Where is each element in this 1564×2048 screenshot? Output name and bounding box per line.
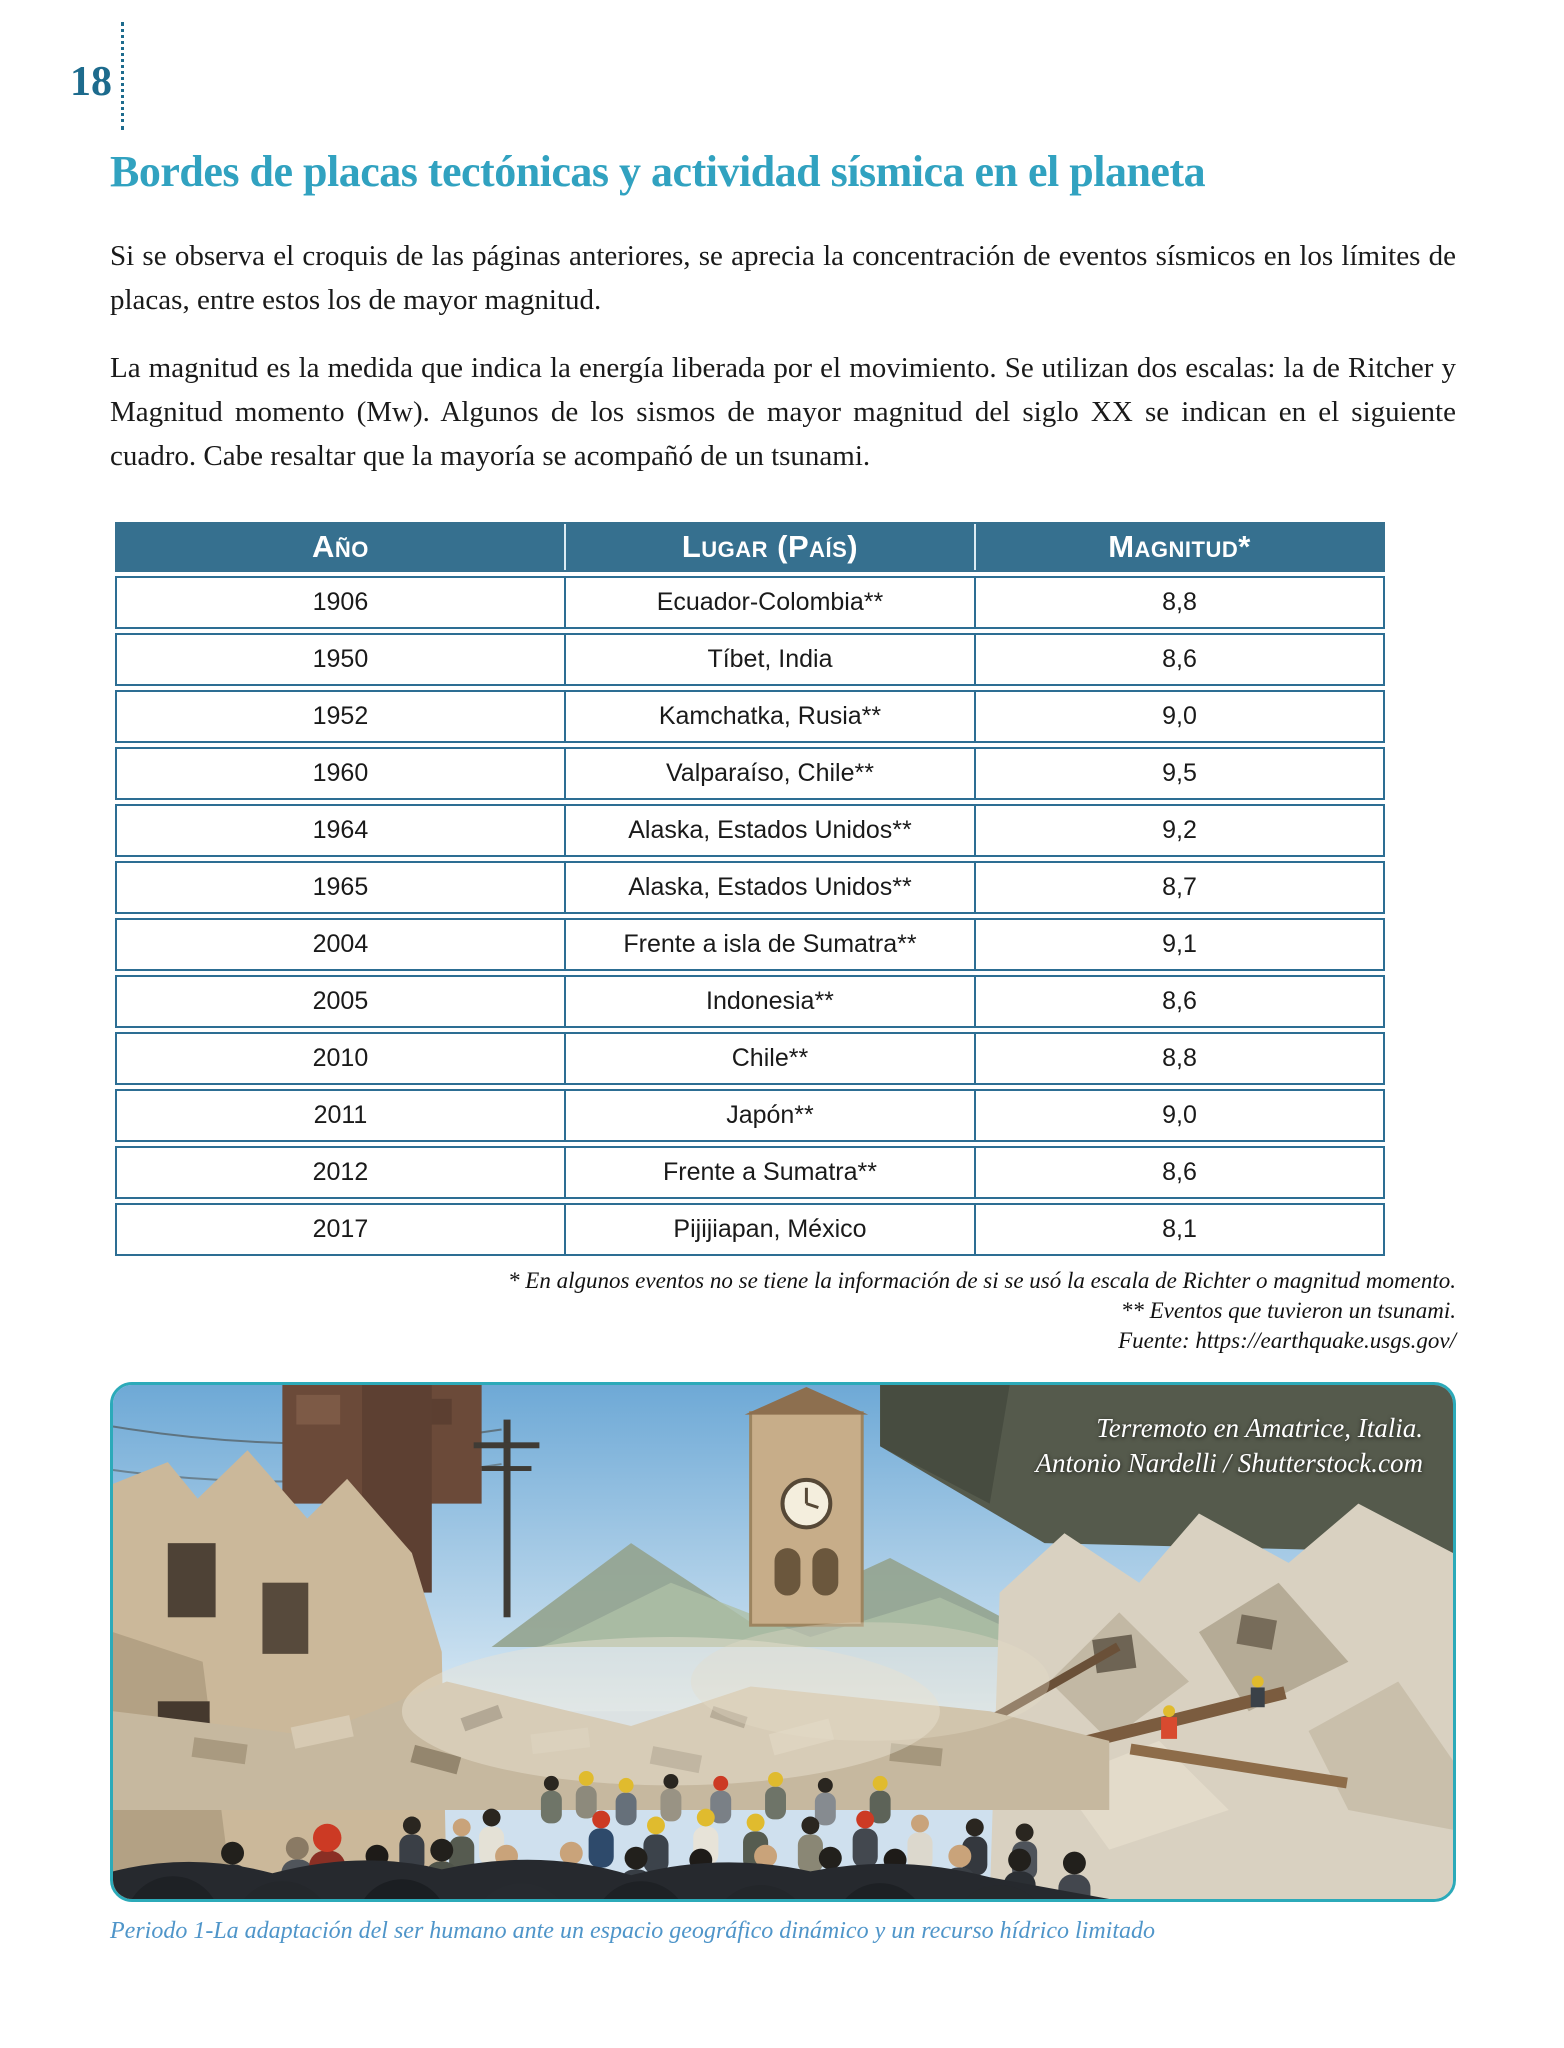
cell-place: Indonesia** <box>564 977 974 1026</box>
cell-magnitude: 8,6 <box>974 635 1383 684</box>
cell-year: 1906 <box>312 588 369 617</box>
page-footer-caption: Periodo 1-La adaptación del ser humano ante un espacio geográfico dinámico y un recurso hídrico limitado <box>110 1918 1155 1945</box>
cell-year: 2005 <box>312 987 369 1016</box>
page-title: Bordes de placas tectónicas y actividad sísmica en el planeta <box>110 147 1206 196</box>
cell-place: Alaska, Estados Unidos** <box>564 806 974 855</box>
cell-year: 1960 <box>312 759 369 788</box>
cell-magnitude: 8,6 <box>974 977 1383 1026</box>
table-row <box>115 1032 1385 1085</box>
table-row <box>115 1089 1385 1142</box>
photo-amatrice <box>110 1382 1456 1902</box>
cell-year: 1964 <box>312 816 369 845</box>
earthquake-table <box>115 522 1385 1256</box>
table-row <box>115 918 1385 971</box>
cell-year: 1965 <box>312 873 369 902</box>
cell-place: Valparaíso, Chile** <box>564 749 974 798</box>
cell-place: Tíbet, India <box>564 635 974 684</box>
table-row <box>115 576 1385 629</box>
cell-year: 2010 <box>312 1044 369 1073</box>
page-number: 18 <box>70 59 112 105</box>
footnote-scale: * En algunos eventos no se tiene la información de si se usó la escala de Richter o magnitud momento. <box>508 1268 1456 1294</box>
cell-place: Japón** <box>564 1091 974 1140</box>
table-row <box>115 975 1385 1028</box>
cell-magnitude: 9,2 <box>974 806 1383 855</box>
table-header-place: Lugar (País) <box>564 524 974 570</box>
table-row <box>115 747 1385 800</box>
cell-place: Ecuador-Colombia** <box>564 578 974 627</box>
table-row <box>115 633 1385 686</box>
cell-magnitude: 8,1 <box>974 1205 1383 1254</box>
cell-year: 2004 <box>312 930 369 959</box>
photo-caption-line-2: Antonio Nardelli / Shutterstock.com <box>1035 1448 1423 1479</box>
table-header-row <box>115 522 1385 572</box>
paragraph-magnitude: La magnitud es la medida que indica la energía liberada por el movimiento. Se utilizan dos escalas: la de Ritcher y Magnitud momento (Mw). Algunos de los sismos de mayor magnitud del siglo XX se indican en el siguiente cuadro. Cabe resaltar que la mayoría se acompañó de un tsunami. <box>110 352 1456 473</box>
photo-caption <box>1036 1411 1423 1481</box>
table-row <box>115 1146 1385 1199</box>
cell-year: 2012 <box>312 1158 369 1187</box>
table-row <box>115 861 1385 914</box>
footnote-tsunami: ** Eventos que tuvieron un tsunami. <box>1120 1298 1456 1324</box>
cell-place: Chile** <box>564 1034 974 1083</box>
cell-year: 1950 <box>312 645 369 674</box>
table-row <box>115 690 1385 743</box>
cell-magnitude: 8,7 <box>974 863 1383 912</box>
cell-place: Kamchatka, Rusia** <box>564 692 974 741</box>
cell-year: 1952 <box>312 702 369 731</box>
cell-magnitude: 8,8 <box>974 1034 1383 1083</box>
table-header-year: Año <box>312 529 369 565</box>
page-margin-dotted-line <box>121 22 124 130</box>
cell-magnitude: 8,6 <box>974 1148 1383 1197</box>
cell-year: 2017 <box>312 1215 369 1244</box>
footnote-source: Fuente: https://earthquake.usgs.gov/ <box>1118 1328 1456 1354</box>
cell-magnitude: 9,0 <box>974 1091 1383 1140</box>
cell-magnitude: 8,8 <box>974 578 1383 627</box>
cell-year: 2011 <box>313 1101 368 1130</box>
table-header-magnitude: Magnitud* <box>974 524 1383 570</box>
table-row <box>115 1203 1385 1256</box>
photo-caption-line-1: Terremoto en Amatrice, Italia. <box>1096 1413 1423 1444</box>
table-row <box>115 804 1385 857</box>
cell-magnitude: 9,5 <box>974 749 1383 798</box>
cell-place: Alaska, Estados Unidos** <box>564 863 974 912</box>
cell-place: Frente a Sumatra** <box>564 1148 974 1197</box>
table-footnotes <box>110 1266 1456 1356</box>
cell-place: Pijijiapan, México <box>564 1205 974 1254</box>
paragraph-intro: Si se observa el croquis de las páginas anteriores, se aprecia la concentración de eventos sísmicos en los límites de placas, entre estos los de mayor magnitud. <box>110 240 1456 317</box>
cell-magnitude: 9,0 <box>974 692 1383 741</box>
cell-place: Frente a isla de Sumatra** <box>564 920 974 969</box>
cell-magnitude: 9,1 <box>974 920 1383 969</box>
